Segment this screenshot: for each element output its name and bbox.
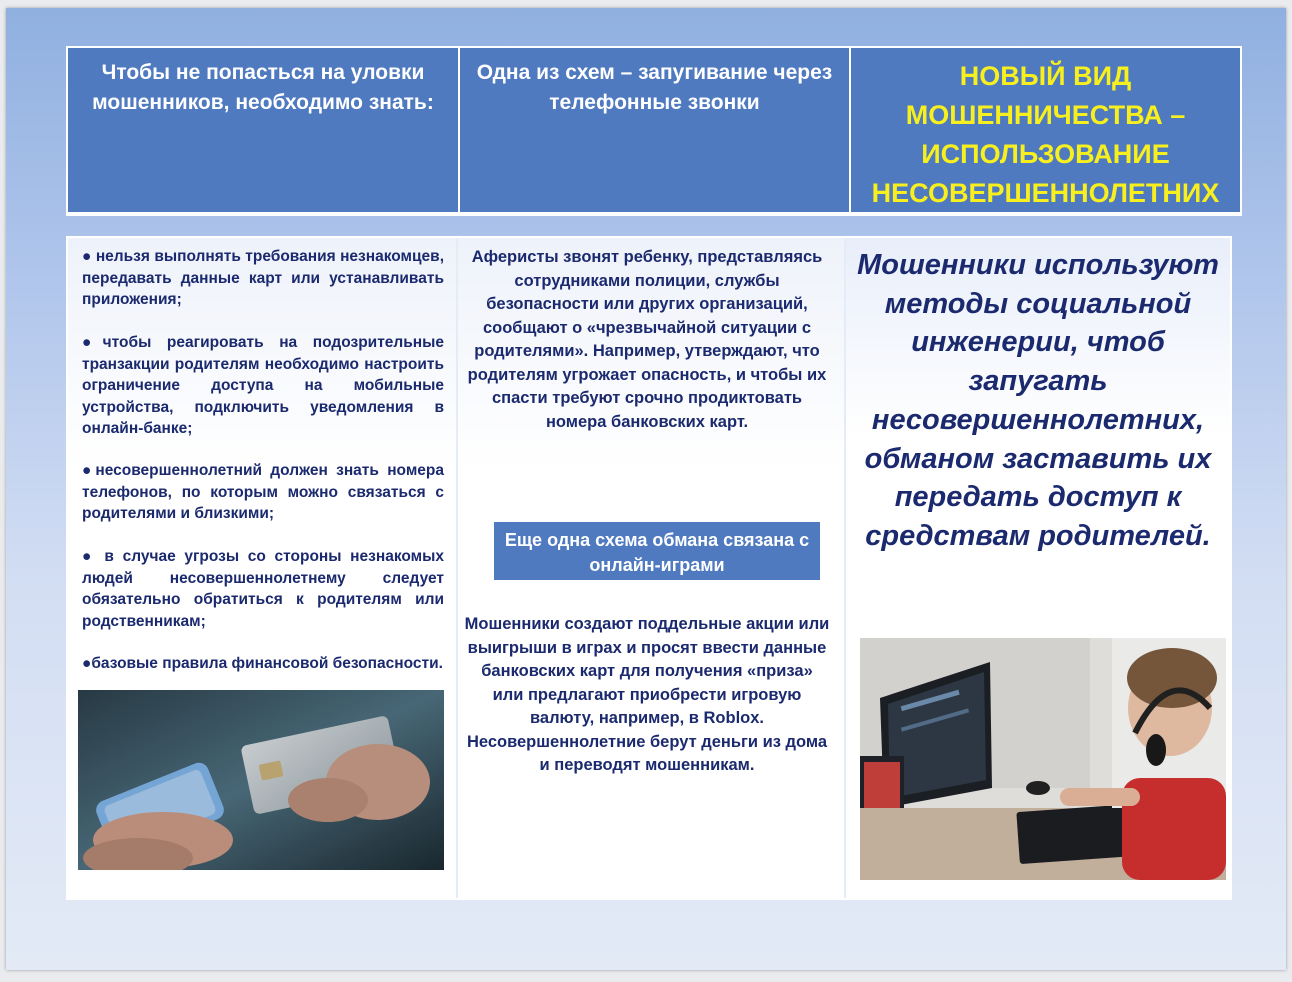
online-games-text: Мошенники создают поддельные акции или выигрыши в играх и просят ввести данные банковских карт для получения «приза» или предлагают приобрести игровую валюту, например, в Roblox. Несовершеннолетние берут деньги из дома и переводят мошенникам. — [464, 615, 830, 774]
tip-item: ● нельзя выполнять требования незнакомцев, передавать данные карт или устанавливать приложения; — [82, 248, 444, 308]
phone-and-card-image — [78, 690, 444, 870]
phone-scheme-text: Аферисты звонят ребенку, представляясь сотрудниками полиции, службы безопасности или других организаций, сообщают о «чрезвычайной ситуации с родителями». Например, утверждают, что родителям угрожает опасность, и чтобы их спасти требуют срочно продиктовать номера банковских карт. — [467, 248, 827, 431]
phone-scheme-column — [458, 238, 846, 898]
content-row — [66, 236, 1232, 900]
header-cell-tips: Чтобы не попасться на уловки мошенников, необходимо знать: — [68, 48, 460, 212]
tip-item: ●чтобы реагировать на подозрительные транзакции родителям необходимо настроить ограничение доступа на мобильные устройства, подключить уведомления в онлайн-банке; — [82, 334, 444, 437]
new-fraud-column — [846, 238, 1230, 898]
tip-item: ●базовые правила финансовой безопасности. — [82, 655, 443, 672]
header-row — [66, 46, 1242, 216]
tips-column — [68, 238, 458, 898]
social-engineering-text: Мошенники используют методы социальной инженерии, чтоб запугать несовершеннолетних, обманом заставить их передать доступ к средствам родителей. — [857, 249, 1219, 552]
header-cell-phone-scheme: Одна из схем – запугивание через телефонные звонки — [460, 48, 851, 212]
tip-item: ● в случае угрозы со стороны незнакомых людей несовершеннолетнему следует обязательно обратиться к родителям или родственникам; — [82, 548, 444, 630]
child-computer-photo — [860, 638, 1226, 880]
phone-card-photo — [78, 690, 444, 870]
tip-item: ●несовершеннолетний должен знать номера телефонов, по которым можно связаться с родителями и близкими; — [82, 462, 444, 522]
child-at-computer-image — [860, 638, 1226, 880]
online-games-heading: Еще одна схема обмана связана с онлайн-играми — [492, 520, 822, 584]
header-cell-new-fraud: НОВЫЙ ВИД МОШЕННИЧЕСТВА – ИСПОЛЬЗОВАНИЕ НЕСОВЕРШЕННОЛЕТНИХ — [871, 61, 1220, 208]
